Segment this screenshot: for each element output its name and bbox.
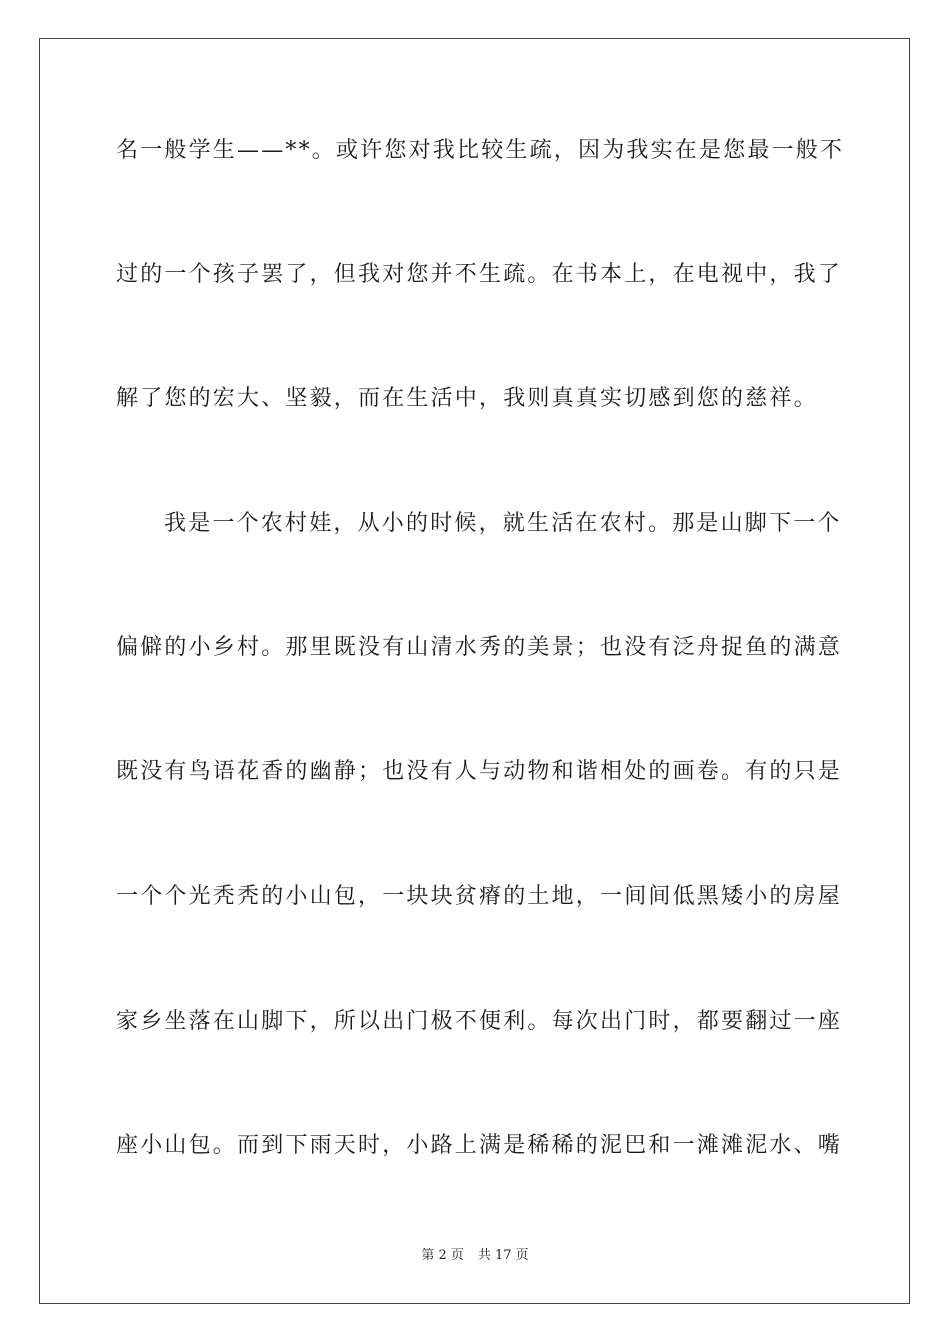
text-line: 既没有鸟语花香的幽静；也没有人与动物和谐相处的画卷。有的只是 xyxy=(116,759,843,784)
text-line: 偏僻的小乡村。那里既没有山清水秀的美景；也没有泛舟捉鱼的满意 xyxy=(116,635,843,660)
text-line: 解了您的宏大、坚毅，而在生活中，我则真真实切感到您的慈祥。 xyxy=(116,386,818,411)
paragraph-first-line: 我是一个农村娃，从小的时候，就生活在农村。那是山脚下一个 xyxy=(164,511,842,536)
page-total: 共 17 页 xyxy=(477,1248,529,1263)
text-line: 座小山包。而到下雨天时，小路上满是稀稀的泥巴和一滩滩泥水、嘴 xyxy=(116,1133,843,1158)
page-number: 第 2 页 xyxy=(421,1248,464,1263)
text-line: 名一般学生——**。或许您对我比较生疏，因为我实在是您最一般不 xyxy=(116,138,845,163)
page-border xyxy=(39,38,910,1304)
page-footer xyxy=(0,1247,950,1265)
text-line: 家乡坐落在山脚下，所以出门极不便利。每次出门时，都要翻过一座 xyxy=(116,1009,843,1034)
text-line: 过的一个孩子罢了，但我对您并不生疏。在书本上，在电视中，我了 xyxy=(116,262,843,287)
text-line: 一个个光秃秃的小山包，一块块贫瘠的土地，一间间低黑矮小的房屋 xyxy=(116,884,843,909)
